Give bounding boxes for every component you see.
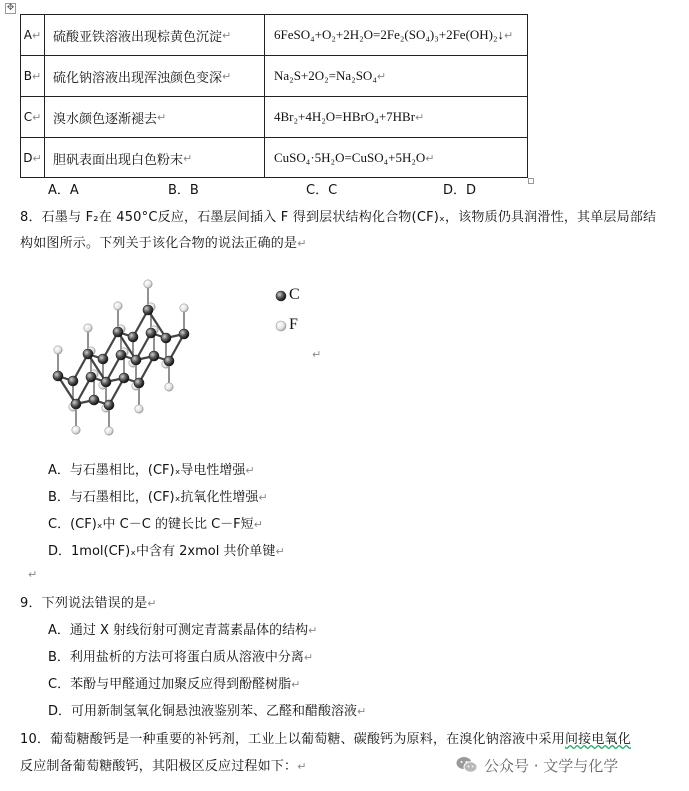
table-row [21,15,527,56]
equation-text: 6FeSO₄+O₂+2H₂O=2Fe₂(SO₄)₃+2Fe(OH)₂↓ [274,27,505,42]
q7-option-b[interactable]: B．B [168,183,199,198]
phenomenon-text: 胆矾表面出现白色粉末 [53,152,184,168]
q8-stem-text: 构如图所示。下列关于该化合物的说法正确的是 [20,236,298,251]
table-resize-handle[interactable] [528,178,534,184]
phenomenon-text: 硫酸亚铁溶液出现棕黄色沉淀 [53,29,223,45]
table-row [21,138,527,178]
q9-option-a[interactable]: A．通过 X 射线衍射可测定青蒿素晶体的结构↵ [48,623,318,638]
phenomenon-cell: 溴水颜色逐渐褪去 ↵ [45,97,265,137]
q10-stem-line2: 反应制备葡萄糖酸钙，其阳极区反应过程如下：↵ [20,759,307,774]
fluorine-atom [180,304,188,312]
fluorine-atom [84,324,92,332]
q8-option-d[interactable]: D．1mol(CF)ₓ中含有 2xmol 共价单键↵ [48,544,285,559]
carbon-atom [83,349,93,359]
carbon-atom [179,329,189,339]
carbon-atom [161,333,171,343]
q7-option-a[interactable]: A．A [48,183,79,198]
row-label: D ↵ [21,138,45,178]
carbon-atom [98,354,108,364]
carbon-atom [149,351,159,361]
carbon-atom [53,371,63,381]
fluorine-atom [54,346,62,354]
phenomenon-cell: 硫酸亚铁溶液出现棕黄色沉淀 ↵ [45,15,265,55]
watermark-text: 公众号 · 文学与化学 [484,756,619,775]
carbon-atom [68,376,78,386]
carbon-atom [71,399,81,409]
carbon-atom [119,373,129,383]
carbon-atom [131,355,141,365]
equation-cell: CuSO₄·5H₂O=CuSO₄+5H₂O ↵ [274,150,435,165]
carbon-atom [86,372,96,382]
legend-f-label: F [289,316,298,333]
legend-c-icon [275,290,287,302]
row-label-text: B [23,69,32,83]
table-move-handle[interactable]: ✥ [6,3,15,13]
legend-c-label: C [289,286,300,303]
carbon-atom [101,377,111,387]
equation-cell: Na₂S+2O₂=Na₂SO₄ ↵ [274,68,387,83]
table-row [21,97,527,138]
phenomenon-text: 硫化钠溶液出现浑浊颜色变深 [53,70,223,86]
wechat-icon [456,756,478,774]
q9-stem-text: 9．下列说法错误的是 [20,596,148,611]
row-label: B ↵ [21,56,45,96]
q9-option-a-text: A．通过 X 射线衍射可测定青蒿素晶体的结构 [48,623,309,638]
q8-option-a-text: A．与石墨相比，(CF)ₓ导电性增强 [48,463,246,478]
phenomenon-cell: 胆矾表面出现白色粉末 ↵ [45,138,265,178]
row-label-text: C [23,110,33,124]
q8-option-c[interactable]: C．(CF)ₓ中 C－C 的键长比 C－F短↵ [48,517,263,532]
q9-option-d[interactable]: D．可用新制氢氧化铜悬浊液鉴别苯、乙醛和醋酸溶液↵ [48,704,367,719]
q7-option-c[interactable]: C．C [306,183,338,198]
fluorine-atom [135,405,143,413]
cf-structure-figure [22,258,322,448]
q8-option-b-text: B．与石墨相比，(CF)ₓ抗氧化性增强 [48,490,259,505]
fluorine-atom [72,426,80,434]
options-table [20,14,528,178]
q8-stem-line2: 构如图所示。下列关于该化合物的说法正确的是↵ [20,236,307,251]
phenomenon-cell: 硫化钠溶液出现浑浊颜色变深 ↵ [45,56,265,96]
row-label-text: A [23,28,32,42]
carbon-atom [113,327,123,337]
equation-text: Na₂S+2O₂=Na₂SO₄ [274,68,377,83]
q9-stem: 9．下列说法错误的是↵ [20,596,157,611]
q8-option-c-text: C．(CF)ₓ中 C－C 的键长比 C－F短 [48,517,254,532]
phenomenon-text: 溴水颜色逐渐褪去 [53,111,158,127]
row-label: C ↵ [21,97,45,137]
q8-option-d-text: D．1mol(CF)ₓ中含有 2xmol 共价单键 [48,544,276,559]
q8-option-a[interactable]: A．与石墨相比，(CF)ₓ导电性增强↵ [48,463,255,478]
legend-f-icon [275,320,287,332]
q10-stem-text-b: 间接电氧化 [564,732,631,747]
carbon-atom [164,356,174,366]
carbon-atom [128,332,138,342]
q10-stem-line1 [20,728,631,747]
carbon-atom [116,350,126,360]
q10-stem-text-2: 反应制备葡萄糖酸钙，其阳极区反应过程如下： [20,759,298,774]
q7-option-d[interactable]: D．D [443,183,477,198]
q9-option-b[interactable]: B．利用盐析的方法可将蛋白质从溶液中分离↵ [48,650,314,665]
carbon-atom [89,395,99,405]
carbon-atom [134,378,144,388]
equation-text: 4Br₂+4H₂O=HBrO₄+7HBr [274,109,416,124]
paragraph-mark: ↵ [312,348,322,361]
table-row [21,56,527,97]
equation-cell: 4Br₂+4H₂O=HBrO₄+7HBr ↵ [274,109,425,124]
q8-stem-line1: 8．石墨与 F₂在 450°C反应，石墨层间插入 F 得到层状结构化合物(CF)ₓ，该物质仍具润滑性，其单层局部结 [20,210,657,225]
q8-option-b[interactable]: B．与石墨相比，(CF)ₓ抗氧化性增强↵ [48,490,268,505]
q9-option-c-text: C．苯酚与甲醛通过加聚反应得到酚醛树脂 [48,677,292,692]
carbon-atom [104,400,114,410]
carbon-atom [146,328,156,338]
row-label-text: D [23,151,33,165]
fluorine-atom [114,302,122,310]
q9-option-c[interactable]: C．苯酚与甲醛通过加聚反应得到酚醛树脂↵ [48,677,301,692]
fluorine-atom [165,383,173,391]
q9-option-d-text: D．可用新制氢氧化铜悬浊液鉴别苯、乙醛和醋酸溶液 [48,704,358,719]
paragraph-mark: ↵ [28,568,38,581]
carbon-atom [143,305,153,315]
fluorine-atom [105,427,113,435]
q9-option-b-text: B．利用盐析的方法可将蛋白质从溶液中分离 [48,650,304,665]
fluorine-atom [144,280,152,288]
row-label: A ↵ [21,15,45,55]
q10-stem-text-a: 10．葡萄糖酸钙是一种重要的补钙剂，工业上以葡萄糖、碳酸钙为原料，在溴化钠溶液中采用 [20,732,565,747]
equation-cell: 6FeSO₄+O₂+2H₂O=2Fe₂(SO₄)₃+2Fe(OH)₂↓ ↵ [274,27,514,42]
equation-text: CuSO₄·5H₂O=CuSO₄+5H₂O [274,150,426,165]
watermark [456,754,676,776]
